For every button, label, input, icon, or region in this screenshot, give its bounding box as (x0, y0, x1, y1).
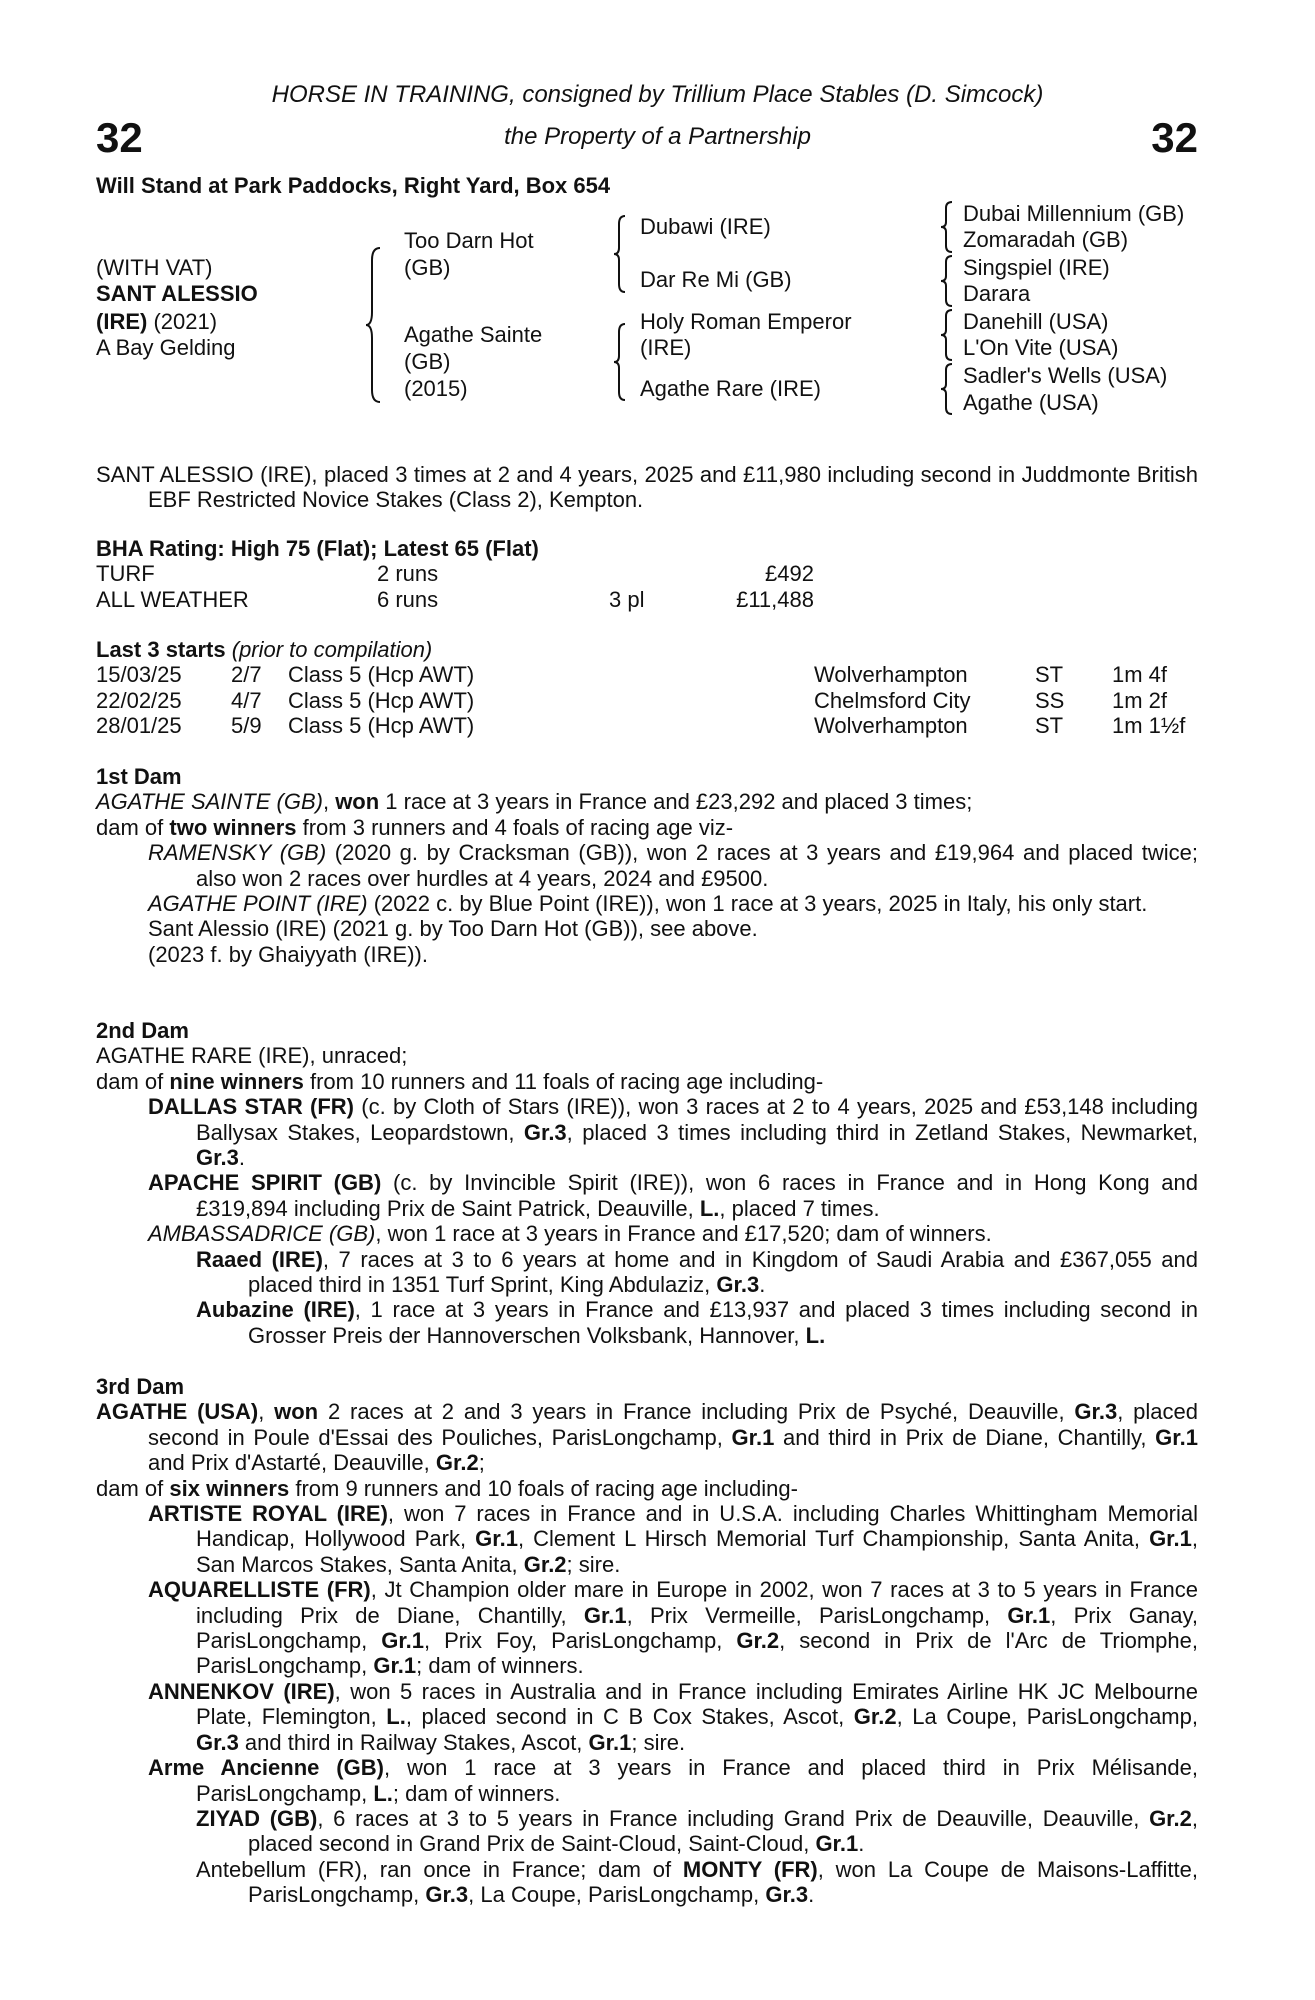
gen3-ancestor: Darara (963, 281, 1031, 306)
dam-name: Agathe Sainte (404, 322, 543, 347)
text-run: , San Marcos Stakes, Santa Anita, (196, 1526, 1198, 1577)
text-run: Raaed (IRE) (196, 1246, 323, 1272)
produce-entry (96, 789, 1198, 814)
text-run: . (238, 1145, 245, 1171)
text-run: , placed second in Grand Prix de Saint-Cloud, Saint-Cloud, (248, 1805, 1198, 1857)
summary-text: SANT ALESSIO (IRE), placed 3 times at 2 and 4 years, 2025 and £11,980 including second in Juddmonte British EBF Restricted Novice Stakes (Class 2), Kempton. (96, 462, 1198, 513)
brace-icon (939, 362, 955, 416)
brace-icon (939, 254, 955, 308)
dam-section (96, 764, 1198, 967)
text-run: ; sire. (566, 1551, 621, 1577)
start-course: Wolverhampton (814, 713, 968, 739)
text-run: Gr.3 (425, 1882, 469, 1908)
text-run: Sant Alessio (IRE) (2021 g. by Too Darn Hot (GB)), see above. (148, 916, 758, 942)
text-run: , placed 7 times. (719, 1195, 880, 1221)
text-run: 2 races at 2 and 3 years in France including Prix de Psyché, Deauville, (318, 1399, 1075, 1425)
brace-icon (364, 246, 384, 404)
rating-placed: 3 pl (609, 586, 645, 612)
produce-entry (96, 1577, 1198, 1679)
text-run: , second in Prix de l'Arc de Triomphe, ParisLongchamp, (196, 1628, 1198, 1679)
text-run: Gr.1 (588, 1729, 632, 1755)
text-run: AGATHE POINT (IRE) (148, 891, 368, 917)
text-run: Gr.2 (1149, 1805, 1192, 1831)
rating-row (96, 587, 1198, 612)
text-run: Aubazine (IRE) (196, 1297, 355, 1323)
dam-dam: Agathe Rare (IRE) (640, 376, 821, 401)
sire-sire: Dubawi (IRE) (640, 214, 771, 239)
text-run: ; sire. (631, 1729, 686, 1755)
start-going: ST (1035, 713, 1064, 739)
text-run: six winners (169, 1475, 290, 1501)
produce-entry (96, 942, 1198, 967)
text-run: , 6 races at 3 to 5 years in France including Grand Prix de Deauville, Deauville, (317, 1805, 1150, 1831)
text-run: Gr.1 (1155, 1424, 1198, 1450)
produce-entry (96, 1094, 1198, 1170)
text-run: (c. by Cloth of Stars (IRE)), won 3 races at 2 to 4 years, 2025 and £53,148 including Ballysax Stakes, Leopardstown, (196, 1094, 1199, 1145)
text-run: APACHE SPIRIT (GB) (148, 1170, 382, 1196)
text-run: , (258, 1399, 275, 1425)
dam-section (96, 1018, 1198, 1348)
start-going: ST (1035, 662, 1064, 688)
produce-entry (96, 815, 1198, 840)
text-run: L. (805, 1322, 826, 1348)
text-run: , (322, 789, 336, 815)
sire-name: Too Darn Hot (404, 228, 534, 253)
sire-country: (GB) (404, 255, 451, 280)
text-run: Gr.3 (196, 1145, 239, 1171)
text-run: Gr.3 (1074, 1399, 1118, 1425)
text-run: Gr.1 (1149, 1526, 1192, 1552)
produce-entry (96, 891, 1198, 916)
brace-icon (939, 200, 955, 254)
text-run: , 1 race at 3 years in France and £13,937 and placed 3 times including second in Grosser Preis der Hannoverschen Volksbank, Hannover, (248, 1297, 1198, 1348)
produce-entry (96, 1857, 1198, 1908)
text-run: ZIYAD (GB) (196, 1805, 318, 1831)
text-run: ANNENKOV (IRE) (148, 1678, 335, 1704)
text-run: won (335, 789, 380, 815)
lot-number-right: 32 (1151, 114, 1198, 161)
text-run: ; dam of winners. (392, 1780, 561, 1806)
text-run: ; dam of winners. (416, 1653, 584, 1679)
start-race: Class 5 (Hcp AWT) (288, 687, 475, 713)
text-run: , won 7 races in France and in U.S.A. including Charles Whittingham Memorial Handicap, Hollywood Park, (196, 1501, 1198, 1552)
text-run: Gr.3 (196, 1729, 239, 1755)
text-run: AGATHE (USA) (96, 1399, 259, 1425)
text-run: . (808, 1882, 815, 1908)
start-race: Class 5 (Hcp AWT) (288, 713, 475, 739)
text-run: Gr.2 (523, 1551, 567, 1577)
start-row (96, 688, 1198, 713)
start-course: Chelmsford City (814, 687, 971, 713)
text-run: Gr.1 (1007, 1602, 1051, 1628)
start-dist: 1m 1½f (1112, 713, 1186, 739)
text-run: AGATHE RARE (IRE), unraced; (96, 1043, 408, 1069)
gen3-ancestor: Dubai Millennium (GB) (963, 201, 1185, 226)
rating-runs: 6 runs (377, 586, 439, 612)
start-date: 22/02/25 (96, 687, 182, 713)
vat-label: (WITH VAT) (96, 255, 213, 280)
text-run: ; (478, 1450, 485, 1476)
gen3-ancestor: Singspiel (IRE) (963, 255, 1110, 280)
lot-number-left: 32 (96, 114, 143, 161)
dam-sire-name: Holy Roman Emperor (640, 309, 852, 334)
start-pos: 4/7 (231, 687, 262, 713)
text-run: from 3 runners and 4 foals of racing age viz- (296, 814, 734, 840)
produce-entry (96, 1679, 1198, 1755)
dam-country: (GB) (404, 349, 451, 374)
stand-location: Will Stand at Park Paddocks, Right Yard, Box 654 (96, 173, 611, 198)
catalogue-header-consignor: HORSE IN TRAINING, consigned by Trillium Place Stables (D. Simcock) (271, 81, 1044, 108)
text-run: two winners (169, 814, 297, 840)
bha-rating-title: BHA Rating: High 75 (Flat); Latest 65 (Flat) (96, 536, 539, 561)
text-run: L. (699, 1195, 720, 1221)
start-date: 28/01/25 (96, 713, 182, 739)
text-run: dam of (96, 1475, 170, 1501)
text-run: Antebellum (FR), ran once in France; dam of (196, 1856, 683, 1882)
gen3-ancestor: Sadler's Wells (USA) (963, 363, 1168, 388)
last-starts-block (96, 637, 1198, 739)
text-run: AGATHE SAINTE (GB) (96, 789, 323, 815)
text-run: Gr.1 (381, 1628, 425, 1654)
gen3-ancestor: Zomaradah (GB) (963, 227, 1129, 252)
produce-entry (96, 1069, 1198, 1094)
horse-description: A Bay Gelding (96, 335, 236, 360)
text-run: L. (386, 1704, 406, 1730)
text-run: , Clement L Hirsch Memorial Turf Championship, Santa Anita, (517, 1526, 1150, 1552)
produce-entry (96, 1247, 1198, 1298)
produce-entry (96, 1806, 1198, 1857)
text-run: , won 1 race at 3 years in France and £17,520; dam of winners. (375, 1221, 992, 1247)
text-run: 1 race at 3 years in France and £23,292 and placed 3 times; (379, 789, 973, 815)
text-run: (2022 c. by Blue Point (IRE)), won 1 race at 3 years, 2025 in Italy, his only start. (367, 891, 1148, 917)
start-going: SS (1035, 687, 1065, 713)
horse-country: (IRE) (96, 309, 148, 334)
produce-entry (96, 1043, 1198, 1068)
text-run: ARTISTE ROYAL (IRE) (148, 1501, 388, 1527)
text-run: dam of (96, 814, 170, 840)
text-run: L. (373, 1780, 393, 1806)
text-run: , La Coupe, ParisLongchamp, (468, 1882, 766, 1908)
text-run: , placed second in C B Cox Stakes, Ascot, (405, 1704, 854, 1730)
brace-icon (612, 214, 628, 294)
text-run: , won La Coupe de Maisons-Laffitte, ParisLongchamp, (248, 1856, 1198, 1908)
text-run: Gr.1 (815, 1831, 859, 1857)
brace-icon (612, 322, 628, 402)
rating-earnings: £11,488 (736, 586, 814, 612)
text-run: , Prix Foy, ParisLongchamp, (424, 1628, 737, 1654)
text-run: (c. by Invincible Spirit (IRE)), won 6 races in France and in Hong Kong and £319,894 including Prix de Saint Patrick, Deauville, (196, 1170, 1198, 1221)
text-run: , La Coupe, ParisLongchamp, (896, 1704, 1198, 1730)
start-course: Wolverhampton (814, 662, 968, 688)
dam-section-title: 3rd Dam (96, 1374, 185, 1399)
gen3-ancestor: Danehill (USA) (963, 309, 1109, 334)
text-run: , won 5 races in Australia and in France including Emirates Airline HK JC Melbourne Plate, Flemington, (196, 1678, 1198, 1730)
text-run: Gr.2 (736, 1628, 780, 1654)
dam-year: (2015) (404, 376, 468, 401)
text-run: from 9 runners and 10 foals of racing age including- (289, 1475, 798, 1501)
text-run: Gr.3 (716, 1272, 760, 1298)
start-pos: 5/9 (231, 713, 262, 739)
text-run: Gr.2 (853, 1704, 897, 1730)
produce-entry (96, 1297, 1198, 1348)
text-run: Gr.3 (523, 1119, 567, 1145)
rating-surface: ALL WEATHER (96, 586, 249, 612)
text-run: , Jt Champion older mare in Europe in 2002, won 7 races at 3 to 5 years in France including Prix de Diane, Chantilly, (196, 1577, 1198, 1628)
produce-entry (96, 1755, 1198, 1806)
produce-entry (96, 1501, 1198, 1577)
text-run: Gr.1 (583, 1602, 627, 1628)
text-run: and third in Prix de Diane, Chantilly, (774, 1424, 1156, 1450)
text-run: Gr.1 (373, 1653, 417, 1679)
brace-icon (939, 308, 955, 362)
produce-entry (96, 916, 1198, 941)
text-run: won (274, 1399, 319, 1425)
produce-entry (96, 1476, 1198, 1501)
text-run: , placed 3 times including third in Zetland Stakes, Newmarket, (566, 1119, 1198, 1145)
produce-entry (96, 840, 1198, 891)
race-record-summary (96, 462, 1198, 513)
dam-section-title: 2nd Dam (96, 1018, 189, 1043)
start-dist: 1m 2f (1112, 687, 1168, 713)
text-run: and third in Railway Stakes, Ascot, (238, 1729, 589, 1755)
text-run: , 7 races at 3 to 6 years at home and in Kingdom of Saudi Arabia and £367,055 and placed third in 1351 Turf Sprint, King Abdulaziz, (248, 1246, 1198, 1298)
gen3-ancestor: L'On Vite (USA) (963, 335, 1119, 360)
dam-section (96, 1374, 1198, 1908)
text-run: Arme Ancienne (GB) (148, 1755, 384, 1781)
text-run: , won 1 race at 3 years in France and placed third in Prix Mélisande, ParisLongchamp, (196, 1755, 1198, 1806)
text-run: DALLAS STAR (FR) (148, 1094, 355, 1120)
text-run: (2020 g. by Cracksman (GB)), won 2 races at 3 years and £19,964 and placed twice; also won 2 races over hurdles at 4 years, 2024 and £9500. (196, 840, 1199, 891)
text-run: nine winners (169, 1068, 304, 1094)
text-run: Gr.2 (435, 1450, 479, 1476)
rating-runs: 2 runs (377, 561, 439, 587)
text-run: and Prix d'Astarté, Deauville, (148, 1450, 436, 1476)
sire-dam: Dar Re Mi (GB) (640, 267, 792, 292)
rating-row (96, 561, 1198, 586)
text-run: Gr.1 (475, 1526, 518, 1552)
rating-surface: TURF (96, 561, 155, 587)
dam-section-title: 1st Dam (96, 764, 182, 789)
text-run: , placed second in Poule d'Essai des Pouliches, ParisLongchamp, (148, 1399, 1198, 1450)
horse-year: (2021) (147, 309, 218, 334)
text-run: AQUARELLISTE (FR) (148, 1577, 371, 1603)
produce-entry (96, 1399, 1198, 1475)
text-run: , Prix Vermeille, ParisLongchamp, (626, 1602, 1008, 1628)
produce-entry (96, 1221, 1198, 1246)
text-run: Gr.1 (731, 1424, 775, 1450)
start-dist: 1m 4f (1112, 662, 1168, 688)
last-starts-title: Last 3 starts (96, 637, 226, 662)
horse-name: SANT ALESSIO (96, 281, 258, 306)
text-run: Gr.3 (765, 1882, 809, 1908)
horse-country-year (96, 309, 217, 335)
start-pos: 2/7 (231, 662, 262, 688)
text-run: AMBASSADRICE (GB) (148, 1221, 376, 1247)
rating-earnings: £492 (765, 561, 814, 587)
catalogue-header-property: the Property of a Partnership (504, 123, 811, 150)
gen3-ancestor: Agathe (USA) (963, 390, 1099, 415)
text-run: . (858, 1831, 865, 1857)
text-run: (2023 f. by Ghaiyyath (IRE)). (148, 941, 428, 967)
text-run: , Prix Ganay, ParisLongchamp, (196, 1602, 1198, 1654)
text-run: MONTY (FR) (682, 1856, 818, 1882)
produce-entry (96, 1170, 1198, 1221)
text-run: dam of (96, 1068, 170, 1094)
text-run: RAMENSKY (GB) (148, 840, 327, 866)
rating-block (96, 536, 1198, 612)
start-row (96, 662, 1198, 687)
start-date: 15/03/25 (96, 662, 182, 688)
text-run: . (759, 1272, 766, 1298)
start-race: Class 5 (Hcp AWT) (288, 662, 475, 688)
text-run: from 10 runners and 11 foals of racing age including- (303, 1068, 824, 1094)
last-starts-note: (prior to compilation) (225, 637, 433, 662)
start-row (96, 713, 1198, 738)
dam-sire-country: (IRE) (640, 335, 692, 360)
